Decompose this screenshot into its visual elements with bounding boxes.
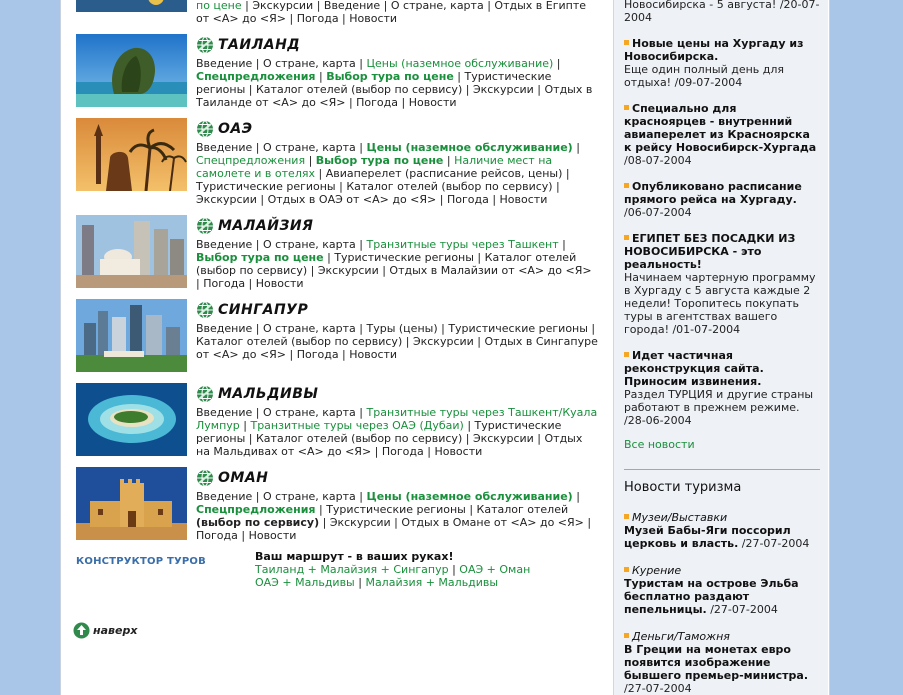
country-section-link[interactable]: Экскурсии: [196, 193, 257, 206]
link-separator: |: [355, 490, 367, 503]
country-section-link[interactable]: Новости: [255, 277, 304, 290]
country-section-link[interactable]: Цены (наземное обслуживание): [366, 57, 554, 70]
tourism-news-item: [624, 511, 820, 550]
country-section-link[interactable]: Новости: [499, 193, 548, 206]
link-separator: |: [473, 335, 485, 348]
link-separator: |: [380, 0, 391, 12]
country-section-link[interactable]: Погода: [381, 445, 424, 458]
link-separator: |: [562, 167, 570, 180]
link-separator: |: [256, 193, 268, 206]
main-content: [61, 0, 609, 695]
link-separator: |: [338, 348, 350, 361]
country-section-link[interactable]: О стране, карта: [262, 322, 356, 335]
link-separator: |: [315, 503, 327, 516]
link-separator: |: [252, 322, 263, 335]
link-separator: |: [583, 516, 592, 529]
country-section-link[interactable]: Транзитные туры через ОАЭ (Дубаи): [250, 419, 464, 432]
globe-icon: [196, 385, 214, 403]
country-section-link[interactable]: Авиаперелет (расписание рейсов, цены): [325, 167, 563, 180]
link-separator: |: [423, 445, 435, 458]
country-section-link[interactable]: О стране, карта: [262, 141, 356, 154]
link-separator: |: [252, 490, 263, 503]
country-section-link[interactable]: по цене: [196, 0, 242, 12]
link-separator: |: [355, 238, 367, 251]
link-separator: |: [286, 12, 297, 25]
link-separator: |: [443, 154, 455, 167]
link-separator: |: [533, 432, 545, 445]
news-desc: /08-07-2004: [624, 154, 692, 167]
link-separator: |: [286, 348, 297, 361]
link-separator: |: [335, 180, 347, 193]
maldives-links: [196, 406, 598, 458]
country-section-link[interactable]: Туры (цены): [366, 322, 438, 335]
link-separator: |: [473, 251, 485, 264]
country-section-link[interactable]: Экскурсии: [317, 264, 379, 277]
back-to-top-link[interactable]: [73, 622, 137, 639]
link-separator: |: [390, 516, 402, 529]
link-separator: |: [239, 419, 251, 432]
link-separator: |: [398, 96, 409, 109]
country-name-oman[interactable]: ОМАН: [218, 469, 269, 486]
link-separator: |: [572, 490, 580, 503]
country-section-link[interactable]: Цены (наземное обслуживание): [366, 141, 573, 154]
news-title[interactable]: Специально для красноярцев - внутренний авиаперелет из Красноярска к рейсу Новосибирск-Хургада: [624, 102, 817, 154]
news-title[interactable]: Новые цены на Хургаду из Новосибирска.: [624, 37, 804, 63]
link-separator: |: [245, 277, 256, 290]
tourism-category[interactable]: Музеи/Выставки: [632, 511, 728, 524]
link-separator: |: [313, 0, 324, 12]
country-section-link[interactable]: Экскурсии: [329, 516, 391, 529]
country-section-link[interactable]: Экскурсии: [472, 432, 534, 445]
link-separator: |: [345, 96, 357, 109]
country-section-link[interactable]: Введение: [323, 0, 381, 12]
thailand-photo[interactable]: [76, 34, 187, 107]
country-section-link[interactable]: Каталог отелей (выбор по сервису): [256, 83, 463, 96]
route-link-2[interactable]: ОАЭ + Оман: [459, 563, 531, 576]
country-section-link[interactable]: Каталог отелей (выбор по сервису): [256, 432, 463, 445]
link-separator: |: [488, 193, 500, 206]
globe-icon: [196, 120, 214, 138]
malaysia-photo[interactable]: [76, 215, 187, 288]
country-section-link[interactable]: Туристические регионы: [196, 70, 552, 96]
bullet-icon: [624, 40, 629, 45]
tourism-news-item: [624, 564, 820, 616]
country-section-link[interactable]: Погода: [196, 529, 238, 542]
country-section-link[interactable]: Введение: [196, 406, 253, 419]
news-item: [624, 180, 820, 219]
country-section-link[interactable]: Туристические регионы: [448, 322, 588, 335]
news-item: [624, 349, 820, 427]
uae-photo[interactable]: [76, 118, 187, 191]
country-section-link[interactable]: Выбор тура по цене: [315, 154, 444, 167]
route-link-4[interactable]: Малайзия + Мальдивы: [365, 576, 499, 589]
route-block: [255, 550, 530, 589]
link-separator: |: [252, 141, 263, 154]
country-section-link[interactable]: Введение: [196, 238, 253, 251]
news-title[interactable]: ЕГИПЕТ БЕЗ ПОСАДКИ ИЗ НОВОСИБИРСКА - это реальность!: [624, 232, 796, 271]
link-separator: |: [355, 406, 367, 419]
tourism-date: /27-07-2004: [738, 537, 810, 550]
bullet-icon: [624, 183, 629, 188]
link-separator: |: [355, 57, 367, 70]
country-section-link[interactable]: Отдых в Омане от <А> до <Я>: [401, 516, 584, 529]
country-name-malaysia[interactable]: МАЛАЙЗИЯ: [218, 217, 314, 234]
all-news-link[interactable]: Все новости: [624, 438, 695, 451]
news-item: [624, 37, 820, 89]
news-desc: /06-07-2004: [624, 206, 692, 219]
country-section-link[interactable]: Экскурсии: [412, 335, 474, 348]
country-section-link[interactable]: О стране, карта: [262, 238, 356, 251]
bullet-icon: [624, 352, 629, 357]
link-separator: |: [241, 0, 253, 12]
country-section-link[interactable]: Спецпредложения: [196, 70, 316, 83]
country-section-link[interactable]: Новости: [349, 348, 398, 361]
country-section-link[interactable]: Каталог отелей (выбор по сервису): [196, 251, 577, 277]
country-section-link[interactable]: Туристические регионы: [196, 419, 562, 445]
country-section-link[interactable]: Каталог отелей (выбор по сервису): [196, 335, 403, 348]
link-separator: |: [483, 0, 495, 12]
country-section-link[interactable]: Туристические регионы: [326, 503, 466, 516]
link-separator: |: [252, 406, 263, 419]
link-separator: |: [552, 180, 560, 193]
country-section-link[interactable]: Отдых на Мальдивах от <А> до <Я>: [196, 432, 583, 458]
oman-photo[interactable]: [76, 467, 187, 540]
egypt-photo[interactable]: [76, 0, 187, 12]
link-separator: |: [319, 516, 330, 529]
tourism-date: /27-07-2004: [624, 682, 692, 695]
country-name-thailand[interactable]: ТАИЛАНД: [218, 36, 301, 53]
link-separator: |: [402, 335, 413, 348]
uae-links: [196, 141, 598, 206]
link-separator: |: [237, 529, 249, 542]
country-section-link[interactable]: Новости: [408, 96, 457, 109]
country-section-link[interactable]: Отдых в Малайзии от <А> до <Я>: [389, 264, 592, 277]
tourism-category[interactable]: Деньги/Таможня: [632, 630, 730, 643]
news-fragment: [624, 0, 820, 24]
route-link-1[interactable]: Таиланд + Малайзия + Сингапур: [255, 563, 449, 576]
malaysia-links: [196, 238, 598, 290]
country-section-link[interactable]: Отдых в Египте от <А> до <Я>: [196, 0, 586, 25]
bullet-icon: [624, 105, 629, 110]
country-section-link[interactable]: О стране, карта: [390, 0, 484, 12]
link-separator: |: [558, 238, 566, 251]
maldives-photo[interactable]: [76, 383, 187, 456]
tourism-date: /27-07-2004: [706, 603, 778, 616]
link-separator: |: [553, 57, 561, 70]
link-separator: |: [462, 432, 473, 445]
link-separator: |: [314, 167, 326, 180]
country-section-link[interactable]: Введение: [196, 141, 253, 154]
country-section-link[interactable]: Отдых в Сингапуре от <А> до <Я>: [196, 335, 598, 361]
bullet-icon: [624, 235, 629, 240]
link-separator: |: [465, 503, 477, 516]
country-section-link[interactable]: О стране, карта: [262, 406, 356, 419]
news-desc: Начинаем чартерную программу в Хургаду с 5 августа каждые 2 недели! Торопитесь покупать туры в агентствах вашего города! /01-07-2004: [624, 271, 816, 336]
news-sidebar: [613, 0, 828, 695]
tourism-news-heading: Новости туризма: [624, 480, 742, 495]
tourism-category[interactable]: Курение: [632, 564, 682, 577]
country-section-link[interactable]: О стране, карта: [262, 57, 356, 70]
singapore-photo[interactable]: [76, 299, 187, 372]
country-section-link[interactable]: Экскурсии: [472, 83, 534, 96]
thailand-links: [196, 57, 598, 109]
tourism-title[interactable]: Туристам на острове Эльба бесплатно раздают пепельницы.: [624, 577, 799, 616]
country-section-link[interactable]: Спецпредложения: [196, 503, 316, 516]
country-section-link[interactable]: Погода: [203, 277, 246, 290]
bullet-icon: [624, 514, 629, 519]
arrow-up-icon: [73, 622, 90, 639]
link-separator: |: [462, 83, 473, 96]
link-separator: |: [378, 264, 390, 277]
country-section-link[interactable]: Транзитные туры через Ташкент/Куала Лумпур: [196, 406, 598, 432]
news-desc: Еще один полный день для отдыха! /09-07-2004: [624, 63, 785, 89]
link-separator: |: [323, 251, 335, 264]
globe-icon: [196, 217, 214, 235]
country-section-link[interactable]: Туристические регионы: [334, 251, 474, 264]
route-sep: |: [448, 563, 460, 576]
link-separator: |: [437, 322, 449, 335]
country-section-link[interactable]: Отдых в Таиланде от <А> до <Я>: [196, 83, 593, 109]
country-section-link[interactable]: Погода: [296, 348, 339, 361]
link-separator: |: [355, 322, 367, 335]
country-section-link[interactable]: Погода: [356, 96, 399, 109]
link-separator: |: [572, 141, 580, 154]
country-section-link[interactable]: Спецпредложения: [196, 154, 306, 167]
divider: [624, 469, 820, 470]
route-link-3[interactable]: ОАЭ + Мальдивы: [255, 576, 355, 589]
route-sep: |: [354, 576, 366, 589]
link-separator: |: [587, 322, 596, 335]
link-separator: |: [245, 83, 256, 96]
globe-icon: [196, 36, 214, 54]
news-item: [624, 102, 820, 167]
link-separator: |: [355, 141, 367, 154]
tourism-title[interactable]: В Греции на монетах евро появится изображение бывшего премьер-министра.: [624, 643, 809, 682]
globe-icon: [196, 301, 214, 319]
country-section-link[interactable]: Погода: [446, 193, 489, 206]
link-separator: |: [453, 70, 465, 83]
country-section-link[interactable]: Туристические регионы: [196, 180, 336, 193]
country-section-link[interactable]: О стране, карта: [262, 490, 356, 503]
news-desc: Раздел ТУРЦИЯ и другие страны работают в прежнем режиме. /28-06-2004: [624, 388, 814, 427]
country-section-link[interactable]: Наличие мест на самолете и в отелях: [196, 154, 553, 180]
country-section-link[interactable]: Введение: [196, 490, 253, 503]
route-heading: Ваш маршрут - в ваших руках!: [255, 550, 454, 563]
country-section-link[interactable]: Введение: [196, 322, 253, 335]
country-section-link[interactable]: Новости: [434, 445, 483, 458]
news-item: [624, 232, 820, 336]
link-separator: |: [371, 445, 382, 458]
country-section-link[interactable]: Экскурсии: [252, 0, 314, 12]
link-separator: |: [463, 419, 475, 432]
egypt-links: [196, 0, 598, 25]
country-section-link[interactable]: Погода: [296, 12, 339, 25]
link-separator: |: [305, 154, 316, 167]
link-separator: |: [315, 70, 327, 83]
country-name-singapore[interactable]: СИНГАПУР: [218, 301, 309, 318]
country-section-link[interactable]: Введение: [196, 57, 253, 70]
bullet-icon: [624, 567, 629, 572]
country-section-link[interactable]: Выбор тура по цене: [196, 251, 324, 264]
link-separator: |: [245, 432, 256, 445]
globe-icon: [196, 469, 214, 487]
link-separator: |: [252, 238, 263, 251]
country-name-uae[interactable]: ОАЭ: [218, 120, 253, 137]
tour-constructor-link[interactable]: КОНСТРУКТОР ТУРОВ: [76, 556, 206, 567]
country-name-maldives[interactable]: МАЛЬДИВЫ: [218, 385, 319, 402]
country-section-link[interactable]: Транзитные туры через Ташкент: [366, 238, 559, 251]
country-section-link[interactable]: Каталог отелей: [476, 503, 569, 516]
link-separator: |: [436, 193, 447, 206]
news-title[interactable]: Опубликовано расписание прямого рейса на Хургаду.: [624, 180, 802, 206]
country-section-link[interactable]: Отдых в ОАЭ от <А> до <Я>: [267, 193, 437, 206]
link-separator: |: [307, 264, 318, 277]
page-container: [60, 0, 830, 695]
link-separator: |: [338, 12, 350, 25]
news-fragment-text: Новосибирска - 5 августа! /20-07-2004: [624, 0, 820, 24]
link-separator: |: [196, 277, 204, 290]
country-section-link[interactable]: Новости: [349, 12, 398, 25]
singapore-links: [196, 322, 598, 361]
link-separator: |: [252, 57, 263, 70]
oman-links: [196, 490, 598, 542]
country-section-link[interactable]: Каталог отелей (выбор по сервису): [346, 180, 553, 193]
news-title[interactable]: Идет частичная реконструкция сайта. Приносим извинения.: [624, 349, 764, 388]
country-section-link[interactable]: Новости: [248, 529, 297, 542]
country-section-link[interactable]: Цены (наземное обслуживание): [366, 490, 573, 503]
bullet-icon: [624, 633, 629, 638]
link-separator: |: [533, 83, 545, 96]
tourism-news-item: [624, 630, 820, 695]
country-section-link[interactable]: (выбор по сервису): [196, 516, 320, 529]
country-section-link[interactable]: Выбор тура по цене: [326, 70, 454, 83]
tourism-title[interactable]: Музей Бабы-Яги поссорил церковь и власть.: [624, 524, 791, 550]
back-to-top-label: наверх: [93, 624, 138, 637]
